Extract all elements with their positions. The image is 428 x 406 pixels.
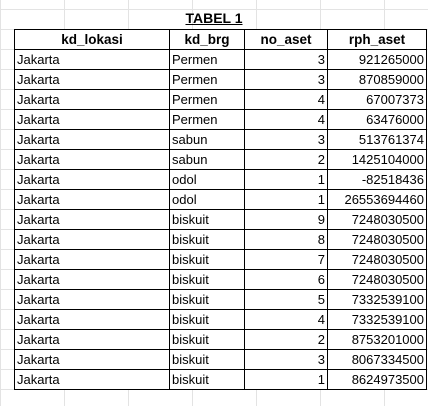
cell-kd-brg[interactable]: biskuit — [170, 270, 245, 290]
cell-kd-lokasi[interactable]: Jakarta — [15, 90, 170, 110]
table-row — [15, 170, 427, 190]
cell-rph-aset[interactable]: 7248030500 — [328, 210, 427, 230]
table-row — [15, 270, 427, 290]
cell-no-aset[interactable]: 8 — [245, 230, 328, 250]
table-row — [15, 110, 427, 130]
cell-rph-aset[interactable]: 7332539100 — [328, 290, 427, 310]
cell-kd-brg[interactable]: biskuit — [170, 370, 245, 390]
cell-kd-lokasi[interactable]: Jakarta — [15, 210, 170, 230]
table-row — [15, 70, 427, 90]
cell-kd-lokasi[interactable]: Jakarta — [15, 50, 170, 70]
cell-no-aset[interactable]: 1 — [245, 190, 328, 210]
table-row — [15, 50, 427, 70]
cell-kd-brg[interactable]: biskuit — [170, 290, 245, 310]
cell-kd-brg[interactable]: biskuit — [170, 330, 245, 350]
cell-rph-aset[interactable]: 921265000 — [328, 50, 427, 70]
data-table — [14, 29, 427, 390]
cell-kd-lokasi[interactable]: Jakarta — [15, 130, 170, 150]
cell-kd-lokasi[interactable]: Jakarta — [15, 150, 170, 170]
header-row — [15, 30, 427, 50]
table-row — [15, 250, 427, 270]
cell-no-aset[interactable]: 7 — [245, 250, 328, 270]
cell-no-aset[interactable]: 5 — [245, 290, 328, 310]
header-no-aset[interactable]: no_aset — [245, 30, 328, 50]
header-kd-brg[interactable]: kd_brg — [170, 30, 245, 50]
cell-no-aset[interactable]: 4 — [245, 310, 328, 330]
cell-kd-lokasi[interactable]: Jakarta — [15, 170, 170, 190]
cell-kd-lokasi[interactable]: Jakarta — [15, 330, 170, 350]
cell-rph-aset[interactable]: 8753201000 — [328, 330, 427, 350]
cell-kd-lokasi[interactable]: Jakarta — [15, 310, 170, 330]
cell-kd-brg[interactable]: biskuit — [170, 230, 245, 250]
cell-no-aset[interactable]: 2 — [245, 150, 328, 170]
cell-no-aset[interactable]: 2 — [245, 330, 328, 350]
cell-kd-lokasi[interactable]: Jakarta — [15, 290, 170, 310]
cell-kd-brg[interactable]: biskuit — [170, 310, 245, 330]
cell-rph-aset[interactable]: 7332539100 — [328, 310, 427, 330]
cell-no-aset[interactable]: 3 — [245, 50, 328, 70]
cell-kd-brg[interactable]: odol — [170, 170, 245, 190]
cell-rph-aset[interactable]: 870859000 — [328, 70, 427, 90]
cell-no-aset[interactable]: 4 — [245, 90, 328, 110]
cell-rph-aset[interactable]: 26553694460 — [328, 190, 427, 210]
header-rph-aset[interactable]: rph_aset — [328, 30, 427, 50]
cell-rph-aset[interactable]: 7248030500 — [328, 230, 427, 250]
table-row — [15, 130, 427, 150]
cell-rph-aset[interactable]: 63476000 — [328, 110, 427, 130]
cell-rph-aset[interactable]: 1425104000 — [328, 150, 427, 170]
cell-rph-aset[interactable]: 513761374 — [328, 130, 427, 150]
cell-no-aset[interactable]: 9 — [245, 210, 328, 230]
cell-kd-lokasi[interactable]: Jakarta — [15, 110, 170, 130]
cell-rph-aset[interactable]: -82518436 — [328, 170, 427, 190]
cell-no-aset[interactable]: 6 — [245, 270, 328, 290]
cell-kd-lokasi[interactable]: Jakarta — [15, 270, 170, 290]
cell-no-aset[interactable]: 1 — [245, 370, 328, 390]
table-row — [15, 290, 427, 310]
cell-kd-brg[interactable]: biskuit — [170, 210, 245, 230]
cell-no-aset[interactable]: 4 — [245, 110, 328, 130]
cell-no-aset[interactable]: 3 — [245, 350, 328, 370]
cell-no-aset[interactable]: 3 — [245, 70, 328, 90]
cell-kd-brg[interactable]: Permen — [170, 110, 245, 130]
cell-kd-brg[interactable]: biskuit — [170, 350, 245, 370]
cell-kd-lokasi[interactable]: Jakarta — [15, 370, 170, 390]
cell-rph-aset[interactable]: 8067334500 — [328, 350, 427, 370]
header-kd-lokasi[interactable]: kd_lokasi — [15, 30, 170, 50]
cell-kd-lokasi[interactable]: Jakarta — [15, 350, 170, 370]
table-row — [15, 190, 427, 210]
cell-kd-brg[interactable]: Permen — [170, 90, 245, 110]
table-row — [15, 90, 427, 110]
cell-kd-brg[interactable]: sabun — [170, 150, 245, 170]
table-row — [15, 310, 427, 330]
table-row — [15, 230, 427, 250]
table-row — [15, 350, 427, 370]
cell-rph-aset[interactable]: 7248030500 — [328, 270, 427, 290]
cell-kd-lokasi[interactable]: Jakarta — [15, 70, 170, 90]
cell-kd-brg[interactable]: Permen — [170, 70, 245, 90]
cell-kd-lokasi[interactable]: Jakarta — [15, 190, 170, 210]
table-row — [15, 210, 427, 230]
cell-no-aset[interactable]: 3 — [245, 130, 328, 150]
cell-rph-aset[interactable]: 67007373 — [328, 90, 427, 110]
cell-kd-brg[interactable]: odol — [170, 190, 245, 210]
cell-kd-lokasi[interactable]: Jakarta — [15, 230, 170, 250]
cell-no-aset[interactable]: 1 — [245, 170, 328, 190]
cell-rph-aset[interactable]: 7248030500 — [328, 250, 427, 270]
table-row — [15, 330, 427, 350]
cell-kd-brg[interactable]: Permen — [170, 50, 245, 70]
cell-kd-brg[interactable]: sabun — [170, 130, 245, 150]
cell-rph-aset[interactable]: 8624973500 — [328, 370, 427, 390]
cell-kd-brg[interactable]: biskuit — [170, 250, 245, 270]
cell-kd-lokasi[interactable]: Jakarta — [15, 250, 170, 270]
table-body — [15, 50, 427, 390]
table-row — [15, 150, 427, 170]
table-row — [15, 370, 427, 390]
table-title: TABEL 1 — [185, 10, 243, 26]
